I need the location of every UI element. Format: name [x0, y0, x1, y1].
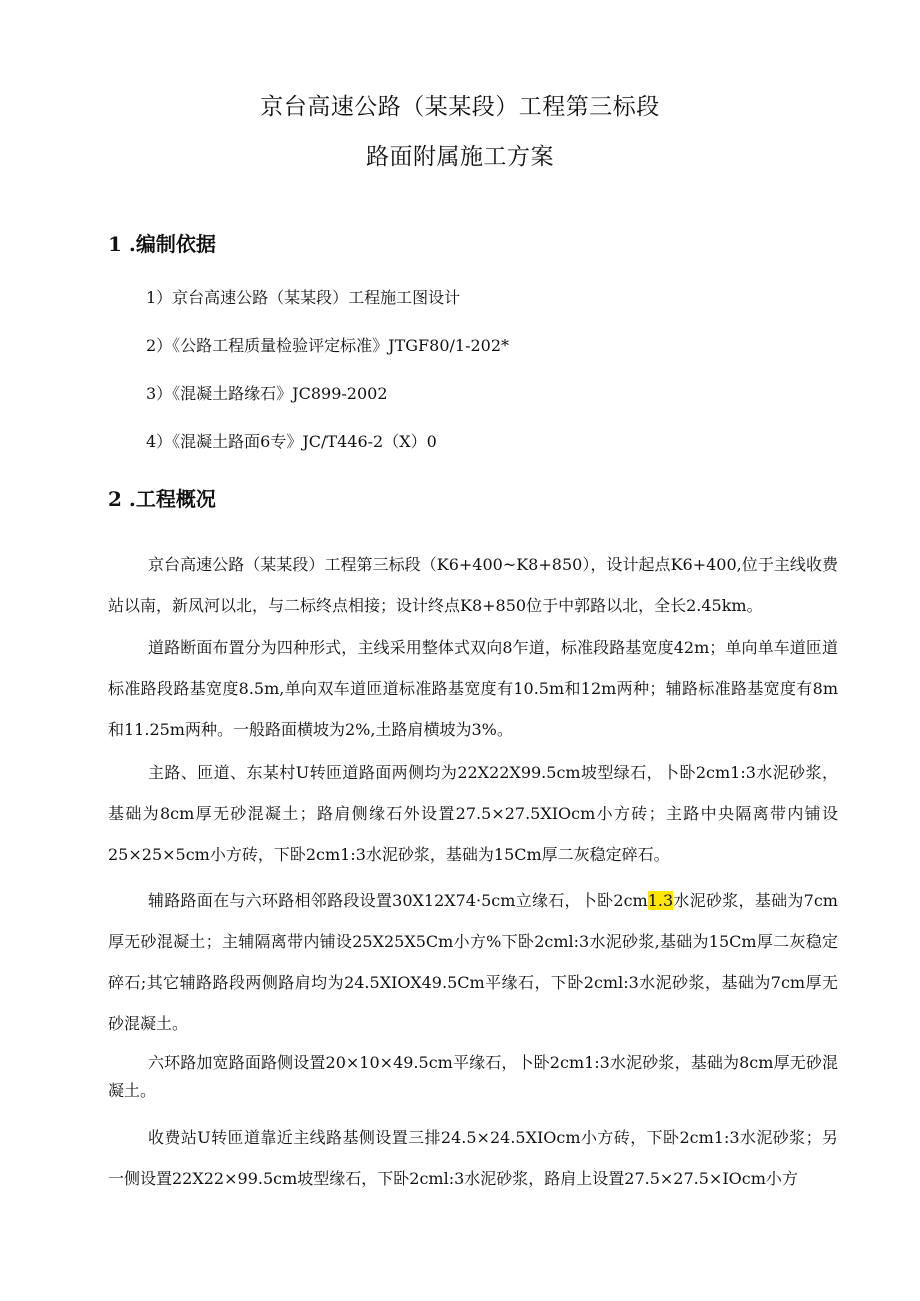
paragraph-5: 六环路加宽路面路侧设置20×10×49.5cm平缘石，卜卧2cm1:3水泥砂浆，基础为8cm厚无砂混凝土。	[108, 1053, 838, 1100]
paragraph-1: 京台高速公路（某某段）工程第三标段（K6+400~K8+850），设计起点K6+400,位于主线收费站以南，新凤河以北，与二标终点相接；设计终点K8+850位于中郭路以北，全长2.45km。	[108, 555, 838, 615]
document-title-line1: 京台高速公路（某某段）工程第三标段	[260, 94, 660, 120]
paragraph-2: 道路断面布置分为四种形式，主线采用整体式双向8乍道，标准段路基宽度42m；单向单车道匝道标准路段路基宽度8.5m,单向双车道匝道标准路基宽度有10.5m和12m两种；辅路标准路基宽度有8m和11.25m两种。一般路面横坡为2%,土路肩横坡为3%。	[108, 638, 838, 739]
section2-heading: 2 .工程概况	[108, 487, 216, 511]
paragraph-3: 主路、匝道、东某村U转匝道路面两侧均为22X22X99.5cm坡型绿石，卜卧2cm1:3水泥砂浆，基础为8cm厚无砂混凝土；路肩侧缘石外设置27.5×27.5XIOcm小方砖；主路中央隔离带内铺设25×25×5cm小方砖，下卧2cm1:3水泥砂浆，基础为15Cm厚二灰稳定碎石。	[108, 763, 838, 864]
document-title-line2: 路面附属施工方案	[366, 144, 554, 170]
paragraph-4	[108, 880, 838, 1044]
reference-item-1: 1）京台高速公路（某某段）工程施工图设计	[146, 288, 461, 307]
paragraph-4-text-b: 水泥砂浆，基础为7cm厚无砂混凝土；主辅隔离带内铺设25X25X5Cm小方%下卧2cml:3水泥砂浆,基础为15Cm厚二灰稳定碎石;其它辅路路段两侧路肩均为24.5XIOX49.5Cm平缘石，下卧2cml:3水泥砂浆，基础为7cm厚无砂混凝土。	[108, 891, 838, 1033]
paragraph-6: 收费站U转匝道靠近主线路基侧设置三排24.5×24.5XIOcm小方砖，下卧2cm1:3水泥砂浆；另一侧设置22X22×99.5cm坡型缘石，下卧2cml:3水泥砂浆，路肩上设置27.5×27.5×IOcm小方	[108, 1128, 838, 1188]
paragraph-4-text-a: 辅路路面在与六环路相邻路段设置30X12X74·5cm立缘石，卜卧2cm	[148, 891, 648, 910]
highlighted-text: 1.3	[647, 891, 674, 910]
section1-heading: 1 .编制依据	[108, 232, 216, 256]
reference-item-2: 2）《公路工程质量检验评定标准》JTGF80/1-202*	[146, 336, 510, 355]
reference-item-3: 3）《混凝土路缘石》JC899-2002	[146, 384, 388, 403]
reference-item-4: 4）《混凝土路面6专》JC/T446-2（X）0	[146, 432, 437, 451]
